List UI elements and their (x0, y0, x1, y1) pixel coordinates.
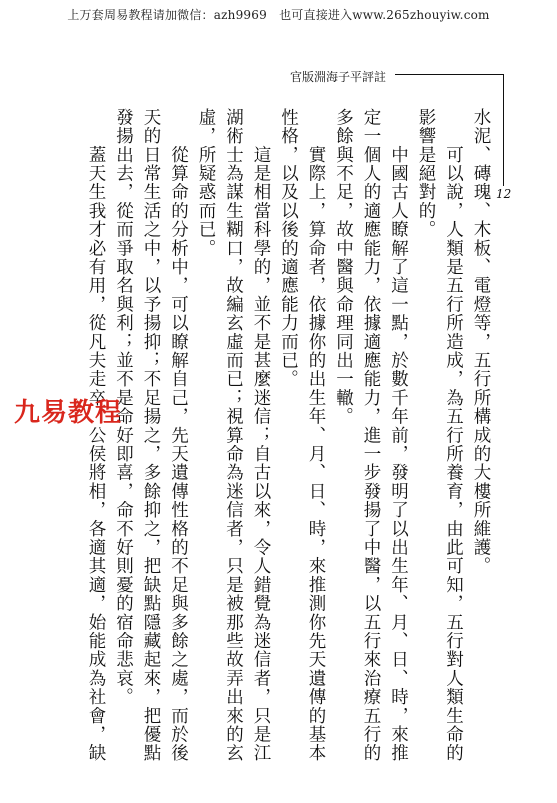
promo-banner: 上万套周易教程请加微信：azh9969 也可直接进入www.265zhouyiw.com (67, 8, 490, 22)
text-line: 湖術士為謀生糊口，故編玄虛而已；視算命為迷信者，只是被那些故弄出來的玄 (223, 108, 244, 763)
text-line: 定一個人的適應能力，依據適應能力，進一步發揚了中醫，以五行來治療五行的 (361, 108, 381, 763)
header-rule-vertical (503, 74, 504, 186)
watermark-logo: 九易教程 (14, 398, 123, 428)
text-line: 虛，所疑惑而已。 (196, 108, 216, 258)
text-line: 可以說，人類是五行所造成，為五行所養育，由此可知，五行對人類生命的 (443, 108, 464, 763)
vertical-text-body (84, 108, 494, 778)
text-line: 天的日常生活之中，以予揚抑；不足揚之，多餘抑之，把缺點隱藏起來，把優點 (141, 108, 161, 763)
text-line: 中國古人瞭解了這一點，於數千年前，發明了以出生年、月、日、時，來推 (388, 108, 409, 763)
text-line: 蓋天生我才必有用，從凡夫走卒、公侯將相，各適其適，始能成為社會，缺 (86, 108, 106, 763)
text-line: 多餘與不足，故中醫與命理同出一轍。 (333, 108, 354, 426)
header-rule-horizontal (395, 74, 503, 75)
text-line: 發揚出去，從而爭取名與利；並不是命好即喜，命不好則憂的宿命悲哀。 (113, 108, 134, 707)
text-line: 這是相當科學的，並不是甚麼迷信；自古以來，令人錯覺為迷信者，只是江 (251, 108, 271, 763)
text-line: 水泥、磚瑰、木板、電燈等，五行所構成的大樓所維護。 (471, 108, 491, 576)
text-line: 影響是絕對的。 (416, 108, 436, 239)
text-line: 性格，以及以後的適應能力而已。 (278, 108, 299, 389)
running-head-title: 官版淵海子平評註 (290, 70, 387, 84)
page-number: 12 (496, 187, 512, 201)
text-line: 從算命的分析中，可以瞭解自己，先天遺傳性格的不足與多餘之處，而於後 (168, 108, 189, 763)
text-line: 實際上，算命者，依據你的出生年、月、日、時，來推測你先天遺傳的基本 (306, 108, 326, 763)
